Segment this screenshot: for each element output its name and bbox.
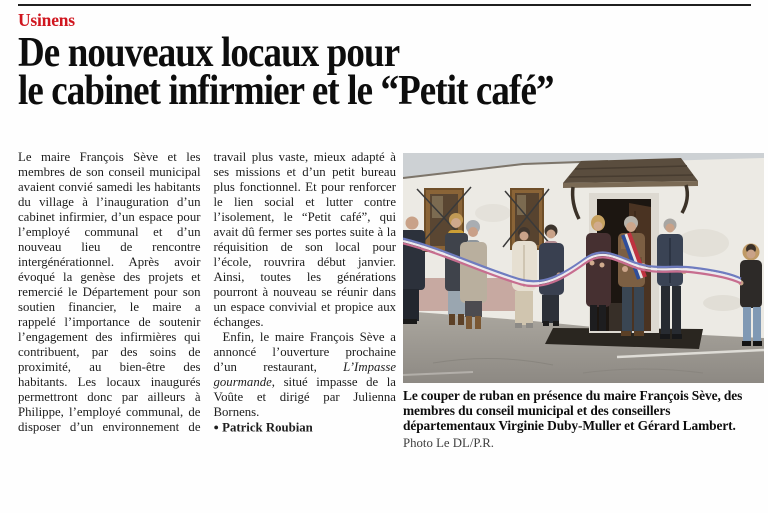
byline-author-name: Patrick Roubian xyxy=(222,420,313,435)
paragraph-2-text: Enfin, le maire François Sève a annoncé l’ouverture prochaine d’un restaurant, xyxy=(213,330,396,374)
byline-bullet-icon: ● xyxy=(213,422,219,432)
photo-window-right xyxy=(503,189,551,249)
section-divider-rule xyxy=(18,4,751,6)
photo-caption-block xyxy=(403,388,764,450)
photo-credit: Photo Le DL/P.R. xyxy=(403,435,495,450)
author-byline xyxy=(214,420,397,436)
article-paragraph-2 xyxy=(214,330,397,420)
article-body xyxy=(18,150,396,462)
article-paragraph-1: Le maire François Sève et les membres de son conseil municipal avaient convié samedi les habitants du village à l’inauguration d’un cabinet infirmier, d’un espace pour l’employé communal et d’un nouveau lieu de rencontre intergénérationnel. Après avoir évoqué la genèse des projets et remercié le Département pour son soutien financier, le maire a rappelé l’importance de soutenir l’engagement des infirmières qui contribuent, par des soins de proximité, au bien-être des habitants. Les locaux inaugurés permettront donc par ailleurs à Philippe, l’employé communal, de disposer d’un environnement de travail plus vaste, mieux adapté à ses missions et d’un petit bureau plus fonctionnel. Et pour renforcer le lien social et lutter contre l’isolement, le “Petit café”, qui avait dû fermer ses portes suite à la réquisition de son local pour l’école, rouvrira début janvier. Ainsi, toutes les générations pourront à nouveau se réunir dans un espace convivial et propice aux échanges. xyxy=(18,150,396,434)
article-headline xyxy=(18,30,554,114)
headline-line-1: De nouveaux locaux pour xyxy=(18,30,400,76)
paragraph-2-text-end: , situé impasse de la Voûte et dirigé par Julienna Bornens. xyxy=(213,375,396,419)
restaurant-name: L’Impasse gourmande xyxy=(213,360,396,389)
kicker-commune-name: Usinens xyxy=(18,10,75,30)
ribbon-cutting-photo xyxy=(403,153,764,383)
photo-person-mayor-with-sash xyxy=(618,216,646,336)
headline-line-2: le cabinet infirmier et le “Petit café” xyxy=(18,68,554,114)
article-photo-figure xyxy=(403,153,764,450)
photo-caption: Le couper de ruban en présence du maire François Sève, des membres du conseil municipal et des conseillers départementaux Virginie Duby-Muller et Gérard Lambert. xyxy=(403,388,743,434)
